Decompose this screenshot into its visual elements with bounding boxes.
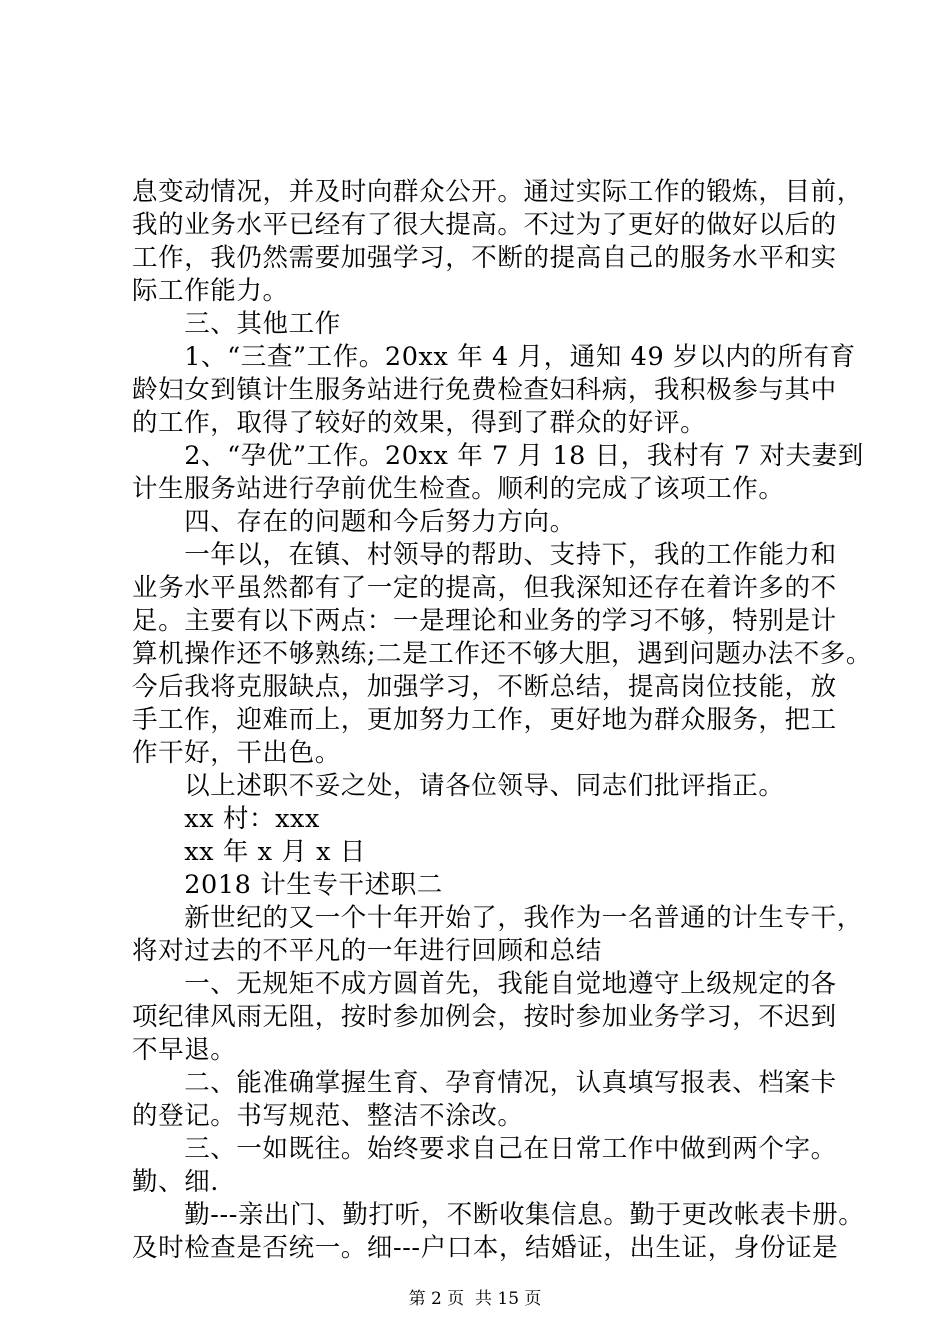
body-text-line: 业务水平虽然都有了一定的提高，但我深知还存在着许多的不	[132, 573, 837, 603]
body-text-line: 际工作能力。	[132, 276, 289, 306]
body-text-line: 的工作，取得了较好的效果，得到了群众的好评。	[132, 408, 707, 438]
body-text-line: 今后我将克服缺点，加强学习，不断总结，提高岗位技能，放	[132, 672, 837, 702]
body-text-line: 及时检查是否统一。细---户口本，结婚证，出生证，身份证是	[132, 1233, 839, 1263]
date-line: xx 年 x 月 x 日	[132, 837, 366, 867]
body-text-line: 我的业务水平已经有了很大提高。不过为了更好的做好以后的	[132, 210, 837, 240]
section-heading: 三、其他工作	[132, 309, 341, 339]
body-text-line: 一、无规矩不成方圆首先，我能自觉地遵守上级规定的各	[132, 969, 837, 999]
body-text-line: 项纪律风雨无阻，按时参加例会，按时参加业务学习，不迟到	[132, 1002, 837, 1032]
body-text-line: 手工作，迎难而上，更加努力工作，更好地为群众服务，把工	[132, 705, 837, 735]
body-text-line: 不早退。	[132, 1035, 237, 1065]
body-text-line: 足。主要有以下两点：一是理论和业务的学习不够，特别是计	[132, 606, 837, 636]
body-text-line: 将对过去的不平凡的一年进行回顾和总结	[132, 936, 602, 966]
body-text-line: 勤、细.	[132, 1167, 220, 1197]
body-text-line: 2、“孕优”工作。20xx 年 7 月 18 日，我村有 7 对夫妻到	[132, 441, 864, 471]
body-text-line: 计生服务站进行孕前优生检查。顺利的完成了该项工作。	[132, 474, 785, 504]
page-number-footer: 第 2 页 共 15 页	[408, 1289, 542, 1309]
body-text-line: 以上述职不妥之处，请各位领导、同志们批评指正。	[132, 771, 785, 801]
body-text-line: 勤---亲出门、勤打听，不断收集信息。勤于更改帐表卡册。	[132, 1200, 865, 1230]
body-text-line: 二、能准确掌握生育、孕育情况，认真填写报表、档案卡	[132, 1068, 837, 1098]
section-title: 2018 计生专干述职二	[132, 870, 443, 900]
body-text-line: 息变动情况，并及时向群众公开。通过实际工作的锻炼，目前，	[132, 177, 863, 207]
body-text-line: 工作，我仍然需要加强学习，不断的提高自己的服务水平和实	[132, 243, 837, 273]
body-text-line: 算机操作还不够熟练;二是工作还不够大胆，遇到问题办法不多。	[132, 639, 872, 669]
body-text-line: 1、“三查”工作。20xx 年 4 月，通知 49 岁以内的所有育	[132, 342, 856, 372]
body-text-line: 新世纪的又一个十年开始了，我作为一名普通的计生专干，	[132, 903, 863, 933]
section-heading: 四、存在的问题和今后努力方向。	[132, 507, 576, 537]
body-text-line: 龄妇女到镇计生服务站进行免费检查妇科病，我积极参与其中	[132, 375, 837, 405]
body-text-line: 作干好，干出色。	[132, 738, 341, 768]
body-text-line: 一年以，在镇、村领导的帮助、支持下，我的工作能力和	[132, 540, 837, 570]
body-text-line: 三、一如既往。始终要求自己在日常工作中做到两个字。	[132, 1134, 837, 1164]
body-text-line: 的登记。书写规范、整洁不涂改。	[132, 1101, 524, 1131]
signature-line: xx 村：xxx	[132, 804, 321, 834]
